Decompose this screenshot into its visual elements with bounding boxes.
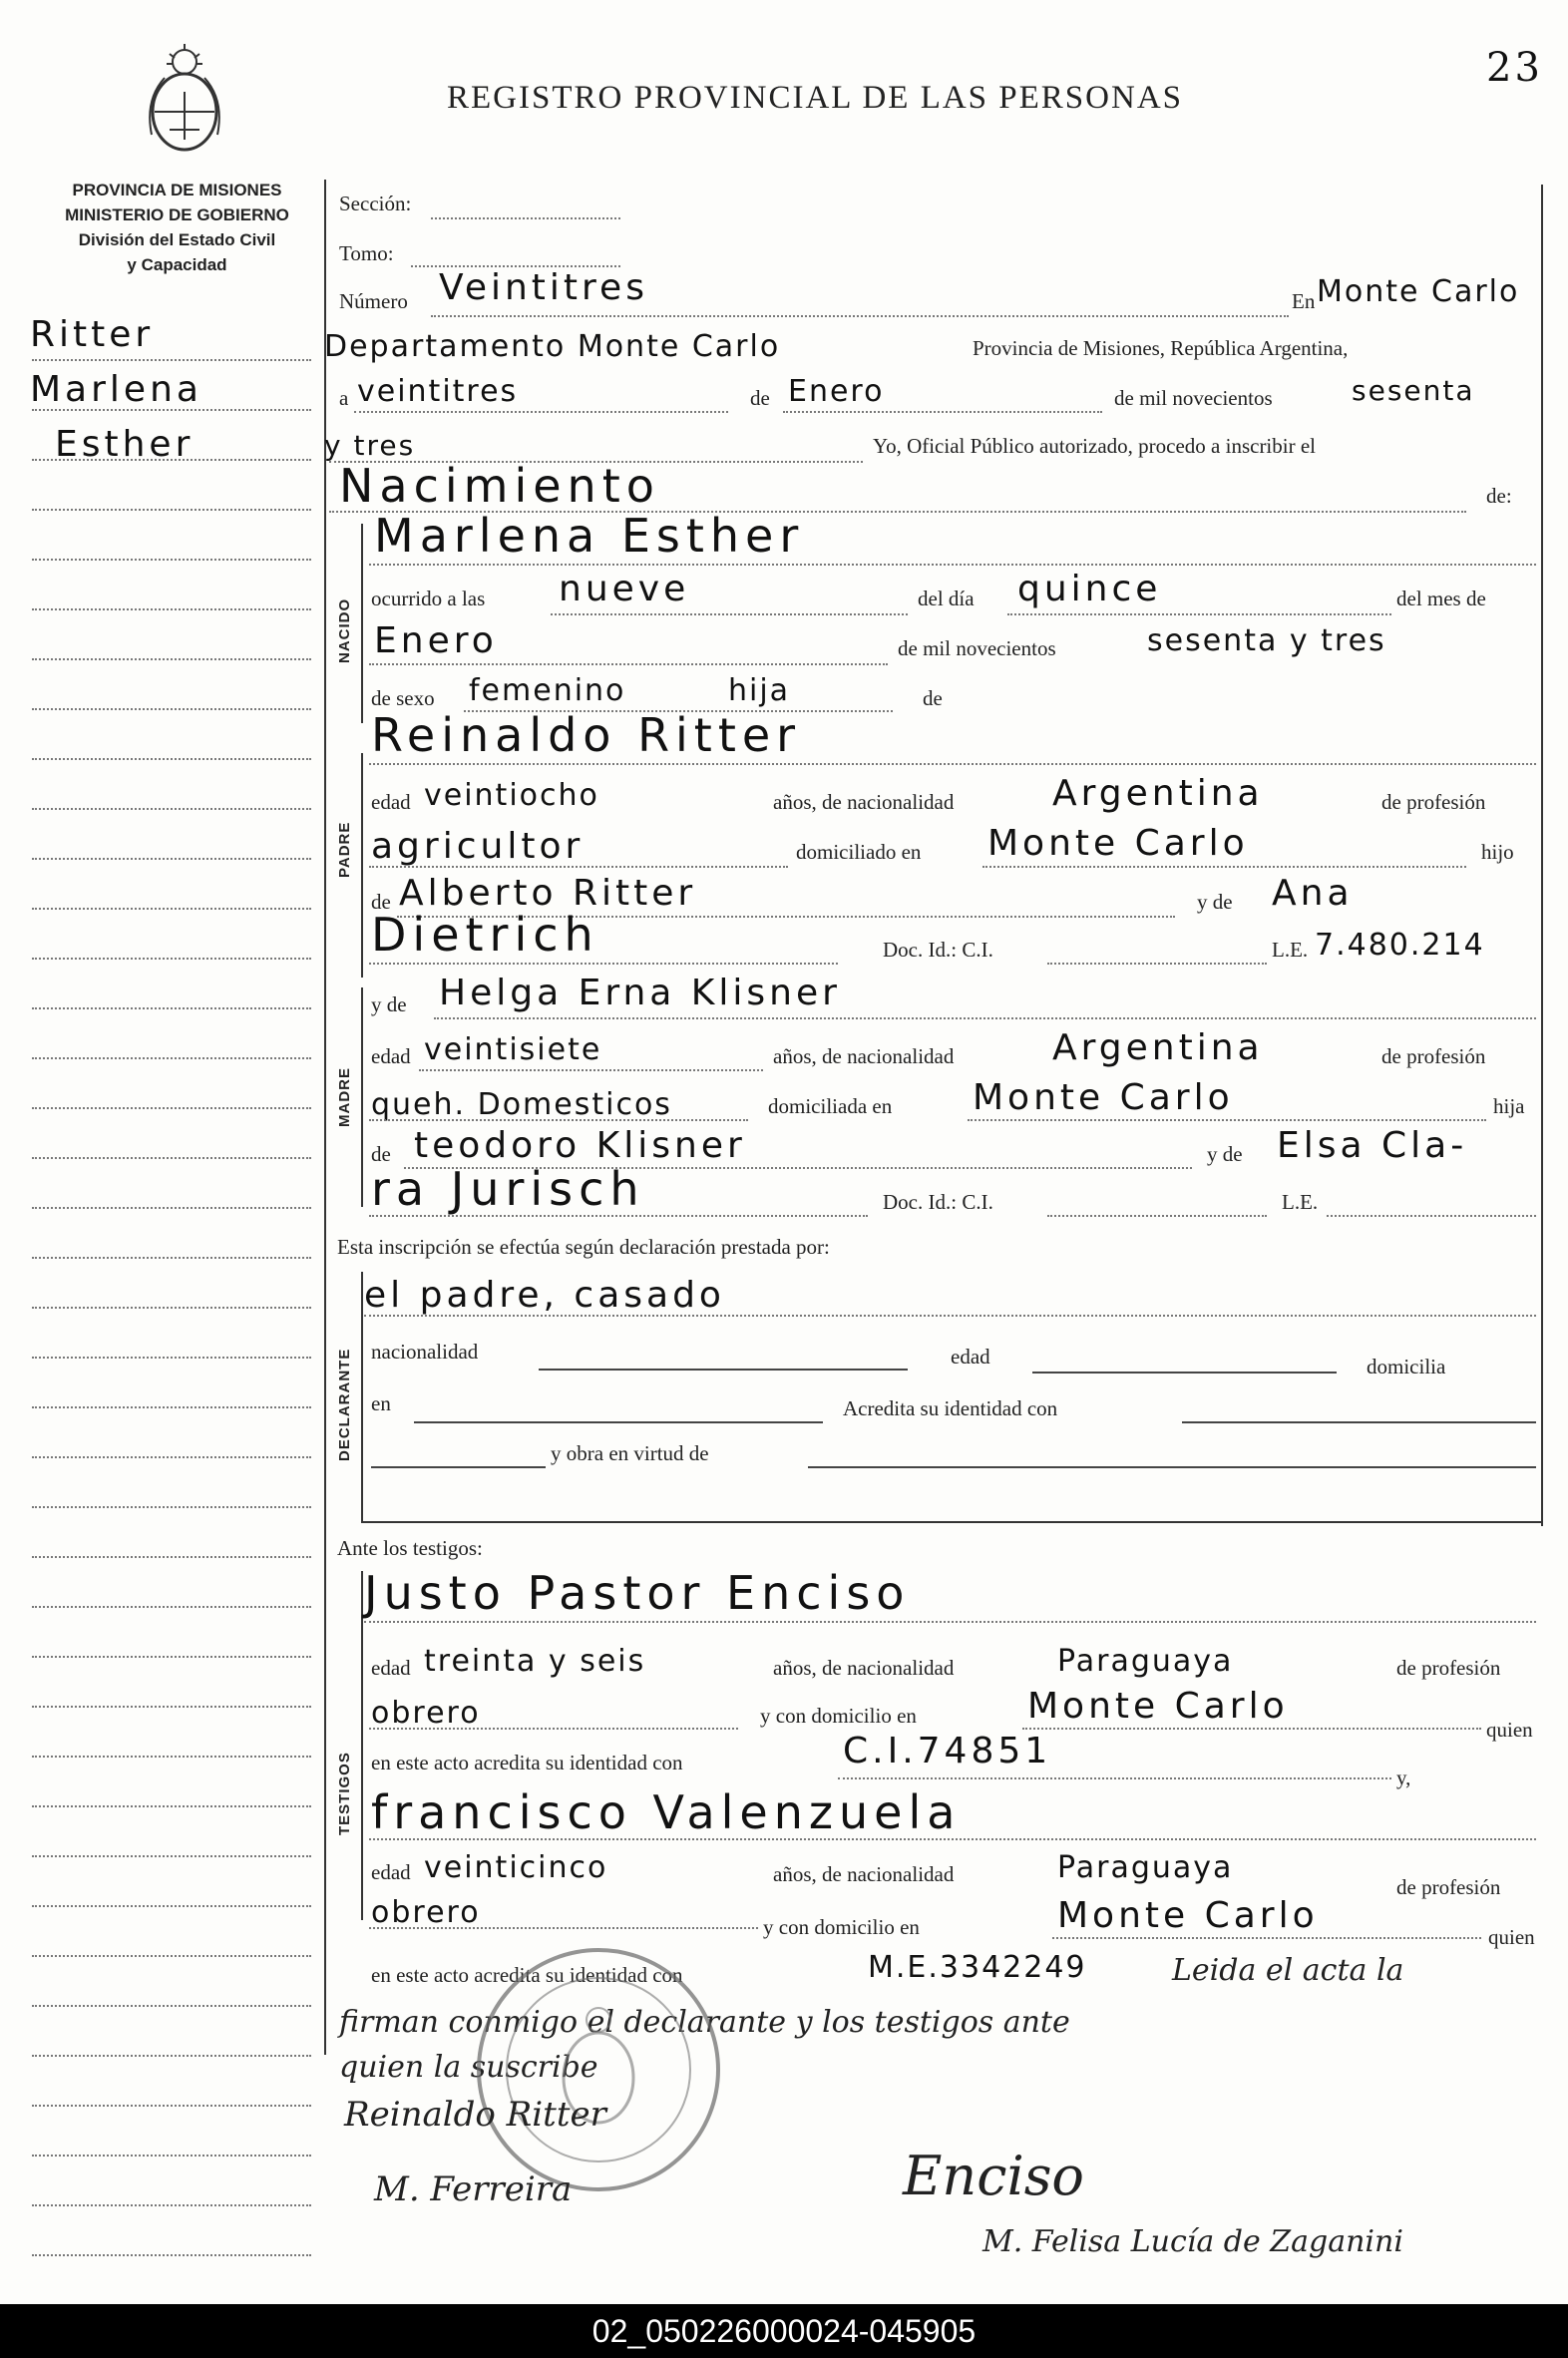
signature-testigo-1: Enciso	[903, 2145, 1084, 2207]
declarante-bracket	[361, 1272, 363, 1521]
mil-label: de mil novecientos	[1114, 386, 1273, 410]
testigo-1-profesion: obrero	[371, 1696, 481, 1731]
dia-value: veintitres	[357, 374, 519, 409]
margin-line	[32, 359, 311, 361]
declarante-nacionalidad-label: nacionalidad	[371, 1340, 479, 1364]
testigo-1-edad-label: edad	[371, 1656, 411, 1680]
testigo-1-domicilio: Monte Carlo	[1027, 1686, 1289, 1727]
padre-madre-value-1: Ana	[1272, 873, 1354, 914]
en-value: Monte Carlo	[1317, 274, 1520, 309]
hija-value: hija	[728, 673, 791, 708]
madre-edad-label: edad	[371, 1044, 411, 1068]
madre-label: MADRE	[336, 1067, 353, 1127]
padre-padre-value: Alberto Ritter	[399, 873, 697, 914]
de-colon-label: de:	[1486, 484, 1512, 508]
declarante-en-label: en	[371, 1391, 391, 1415]
org-division: División del Estado Civil	[78, 230, 276, 249]
page-title: REGISTRO PROVINCIAL DE LAS PERSONAS	[447, 80, 1184, 116]
padre-le-value: 7.480.214	[1315, 928, 1485, 963]
declarante-edad-label: edad	[951, 1345, 990, 1369]
testigo-1-identidad: C.I.74851	[843, 1731, 1052, 1771]
madre-anios-label: años, de nacionalidad	[773, 1044, 955, 1068]
testigo-1-anios-label: años, de nacionalidad	[773, 1656, 955, 1680]
madre-nombre: Helga Erna Klisner	[439, 973, 841, 1013]
nacido-label: NACIDO	[336, 597, 353, 663]
testigo-1-quien-label: quien	[1486, 1718, 1533, 1742]
mes-value: Enero	[788, 374, 885, 409]
testigo-2-acredita-label: en este acto acredita su identidad con	[371, 1963, 683, 1987]
madre-doc-label: Doc. Id.: C.I.	[883, 1190, 993, 1214]
padre-madre-value-2: Dietrich	[371, 908, 599, 962]
margin-line	[32, 658, 311, 660]
dia-nacido-value: quince	[1017, 569, 1162, 609]
margin-line	[32, 2005, 311, 2007]
margin-name-1: Marlena	[30, 369, 202, 410]
margin-line	[32, 1207, 311, 1209]
a-label: a	[339, 386, 349, 410]
testigo-1-acredita-label: en este acto acredita su identidad con	[371, 1751, 683, 1774]
sexo-label: de sexo	[371, 686, 435, 710]
margin-line	[32, 1855, 311, 1857]
madre-y-de-label-2: y de	[1207, 1142, 1243, 1166]
archive-code-footer: 02_050226000024-045905	[0, 2304, 1568, 2358]
padre-profesion-label: de profesión	[1381, 790, 1486, 814]
padre-anios-label: años, de nacionalidad	[773, 790, 955, 814]
margin-name-2: Esther	[55, 424, 195, 465]
margin-line	[32, 908, 311, 910]
madre-nacionalidad-value: Argentina	[1052, 1027, 1264, 1068]
testigo-2-edad-label: edad	[371, 1860, 411, 1884]
acta-note-1: Leida el acta la	[1172, 1953, 1404, 1988]
main-right-border	[1541, 185, 1543, 1526]
margin-line	[32, 1905, 311, 1907]
testigo-2-nombre: francisco Valenzuela	[371, 1785, 962, 1839]
margin-line	[32, 1506, 311, 1508]
padre-domicilio-label: domiciliado en	[796, 840, 922, 864]
madre-domicilio-label: domiciliada en	[768, 1094, 893, 1118]
hora-value: nueve	[559, 569, 690, 609]
margin-line	[32, 1157, 311, 1159]
acta-note-2: firman conmigo el declarante y los testigos ante	[339, 2005, 1070, 2040]
margin-line	[32, 958, 311, 960]
mil-nacido-label: de mil novecientos	[898, 636, 1056, 660]
madre-padre-value: teodoro Klisner	[414, 1125, 746, 1166]
padre-hijo-label: hijo	[1481, 840, 1514, 864]
coat-of-arms-icon	[140, 40, 229, 160]
org-ministry: MINISTERIO DE GOBIERNO	[65, 205, 289, 224]
signature-oficial: M. Felisa Lucía de Zaganini	[982, 2224, 1403, 2259]
margin-line	[32, 1406, 311, 1408]
signature-padre: Reinaldo Ritter	[344, 2095, 606, 2135]
numero-value: Veintitres	[439, 267, 648, 308]
margin-surname: Ritter	[30, 314, 155, 355]
testigo-1-nacionalidad: Paraguaya	[1057, 1644, 1234, 1679]
madre-y-de-label: y de	[371, 992, 407, 1016]
testigo-1-y-label: y,	[1396, 1766, 1411, 1789]
margin-line	[32, 509, 311, 511]
madre-le-label: L.E.	[1282, 1190, 1319, 1214]
declarante-obra-label: y obra en virtud de	[551, 1441, 709, 1465]
ocurrido-label: ocurrido a las	[371, 587, 486, 610]
madre-de-label: de	[371, 1142, 391, 1166]
en-label: En	[1292, 289, 1316, 313]
padre-y-de-label: y de	[1197, 890, 1233, 914]
margin-line	[32, 1706, 311, 1708]
testigo-2-domicilio-label: y con domicilio en	[763, 1915, 920, 1939]
margin-line	[32, 1756, 311, 1758]
margin-line	[32, 2055, 311, 2057]
padre-bracket	[361, 753, 363, 978]
margin-line	[32, 1107, 311, 1109]
madre-madre-value-2: ra Jurisch	[371, 1162, 645, 1216]
anio-value-1: sesenta	[1352, 374, 1475, 407]
margin-line	[32, 1805, 311, 1807]
margin-line	[32, 2204, 311, 2206]
mes-nacido-value: Enero	[374, 620, 498, 661]
numero-label: Número	[339, 289, 408, 313]
padre-doc-label: Doc. Id.: C.I.	[883, 938, 993, 962]
org-capacity: y Capacidad	[127, 255, 227, 274]
testigo-1-domicilio-label: y con domicilio en	[760, 1704, 917, 1728]
padre-edad-value: veintiocho	[424, 778, 599, 813]
margin-line	[32, 1257, 311, 1259]
margin-line	[32, 608, 311, 610]
seccion-label: Sección:	[339, 192, 412, 215]
margin-line	[32, 808, 311, 810]
declarante-acredita-label: Acredita su identidad con	[843, 1396, 1058, 1420]
testigo-1-nombre: Justo Pastor Enciso	[364, 1566, 911, 1620]
madre-hija-label: hija	[1493, 1094, 1525, 1118]
de-label: de	[750, 386, 770, 410]
declarante-bottom-rule	[361, 1521, 1541, 1523]
margin-line	[32, 559, 311, 561]
anio-nacido-value: sesenta y tres	[1147, 623, 1386, 658]
margin-line	[32, 1656, 311, 1658]
official-seal-icon	[469, 1940, 728, 2199]
margin-line	[32, 2105, 311, 2107]
madre-domicilio-value: Monte Carlo	[973, 1077, 1234, 1118]
testigo-2-nacionalidad: Paraguaya	[1057, 1850, 1234, 1885]
del-dia-label: del día	[918, 587, 975, 610]
margin-line	[32, 708, 311, 710]
padre-le-label: L.E.	[1272, 938, 1309, 962]
provincia-text: Provincia de Misiones, República Argentina,	[973, 336, 1349, 360]
nacido-bracket	[361, 524, 363, 723]
testigo-1-profesion-label: de profesión	[1396, 1656, 1501, 1680]
declarante-intro: Esta inscripción se efectúa según declaración prestada por:	[337, 1235, 830, 1259]
madre-edad-value: veintisiete	[424, 1032, 602, 1067]
testigo-2-domicilio: Monte Carlo	[1057, 1895, 1319, 1936]
signature-testigo-2: M. Ferreira	[374, 2169, 573, 2209]
margin-line	[32, 1357, 311, 1359]
org-province: PROVINCIA DE MISIONES	[72, 181, 282, 199]
acta-note-3: quien la suscribe	[339, 2050, 598, 2085]
padre-nombre: Reinaldo Ritter	[371, 708, 802, 762]
padre-domicilio-value: Monte Carlo	[987, 823, 1249, 864]
declarante-domicilia-label: domicilia	[1367, 1355, 1446, 1378]
anio-value-2: y tres	[324, 429, 416, 462]
page-number: 23	[1486, 45, 1543, 91]
sexo-value: femenino	[469, 673, 626, 708]
testigos-bracket	[361, 1571, 363, 1920]
madre-profesion-label: de profesión	[1381, 1044, 1486, 1068]
margin-line	[32, 858, 311, 860]
margin-line	[32, 1456, 311, 1458]
padre-label: PADRE	[336, 821, 353, 878]
testigo-2-quien-label: quien	[1488, 1925, 1535, 1949]
padre-edad-label: edad	[371, 790, 411, 814]
testigo-2-edad: veinticinco	[424, 1850, 608, 1885]
margin-line	[32, 2254, 311, 2256]
margin-line	[32, 2155, 311, 2157]
tomo-label: Tomo:	[339, 241, 394, 265]
de-nacido-label: de	[923, 686, 943, 710]
margin-line	[32, 758, 311, 760]
padre-profesion-value: agricultor	[371, 826, 585, 867]
del-mes-label: del mes de	[1396, 587, 1486, 610]
padre-de-label: de	[371, 890, 391, 914]
padre-nacionalidad-value: Argentina	[1052, 773, 1264, 814]
testigos-label: TESTIGOS	[336, 1752, 353, 1835]
madre-bracket	[361, 987, 363, 1207]
margin-line	[32, 1307, 311, 1309]
testigo-2-anios-label: años, de nacionalidad	[773, 1862, 955, 1886]
testigo-2-profesion-label: de profesión	[1396, 1875, 1501, 1899]
nacido-nombre: Marlena Esther	[374, 509, 805, 563]
testigo-2-identidad: M.E.3342249	[868, 1950, 1087, 1985]
testigo-1-edad: treinta y seis	[424, 1644, 646, 1679]
margin-line	[32, 1606, 311, 1608]
margin-line	[32, 1955, 311, 1957]
oficial-text: Yo, Oficial Público autorizado, procedo a inscribir el	[873, 434, 1317, 458]
acto-value: Nacimiento	[339, 459, 660, 513]
departamento-value: Departamento Monte Carlo	[324, 329, 781, 364]
margin-line	[32, 1007, 311, 1009]
declarante-label: DECLARANTE	[336, 1348, 353, 1461]
testigo-2-profesion: obrero	[371, 1895, 481, 1930]
margin-line	[32, 1057, 311, 1059]
declarante-nombre: el padre, casado	[364, 1275, 725, 1316]
margin-line	[32, 1556, 311, 1558]
madre-profesion-value: queh. Domesticos	[371, 1087, 672, 1122]
testigos-intro: Ante los testigos:	[337, 1536, 483, 1560]
madre-madre-value-1: Elsa Cla-	[1277, 1125, 1468, 1166]
